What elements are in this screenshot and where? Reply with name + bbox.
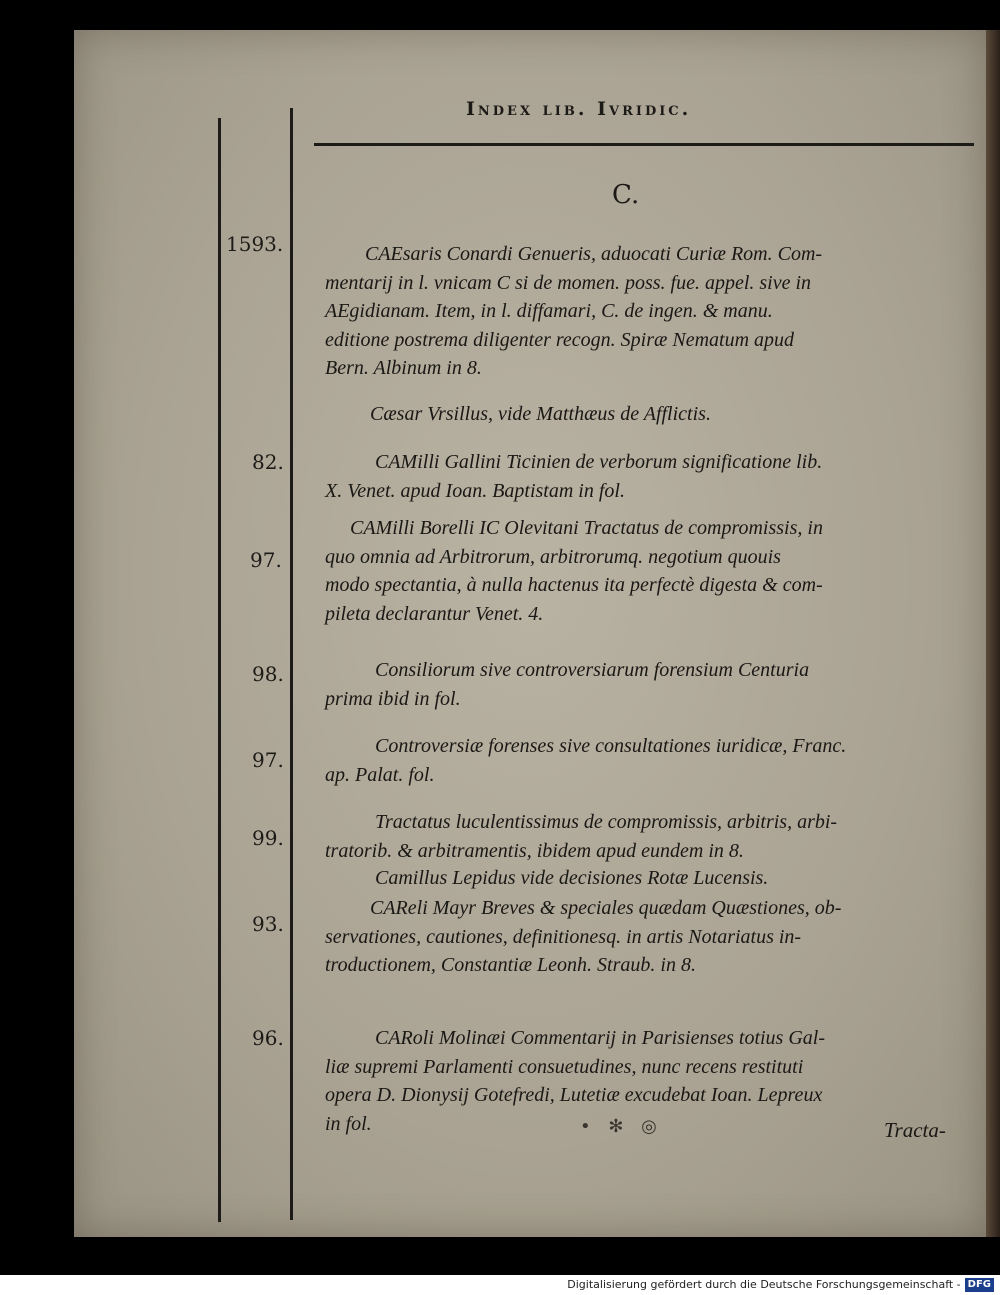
header-rule	[314, 143, 974, 146]
printer-ornament: • ✻ ◎	[580, 1116, 663, 1137]
margin-rule-right	[290, 108, 293, 1220]
catchword: Tracta-	[884, 1118, 946, 1142]
entry-line: Controversiæ forenses sive consultationes iuridicæ, Franc.	[375, 735, 847, 757]
margin-rule-left	[218, 118, 221, 1222]
margin-number: 82.	[252, 450, 284, 474]
entry-line: CAReli Mayr Breves & speciales quædam Quæstiones, ob-	[370, 897, 842, 919]
entry-line: tratorib. & arbitramentis, ibidem apud eundem in 8.	[325, 839, 744, 862]
digitization-footer	[0, 1275, 1000, 1295]
margin-number: 96.	[252, 1026, 284, 1050]
margin-number: 93.	[252, 912, 284, 936]
entry-line: Camillus Lepidus vide decisiones Rotæ Lucensis.	[375, 867, 769, 889]
entry-line: CAMilli Gallini Ticinien de verborum significatione lib.	[375, 451, 823, 473]
entry-line: editione postrema diligenter recogn. Spiræ Nematum apud	[325, 328, 795, 351]
entry-line: Bern. Albinum in 8.	[325, 357, 482, 379]
entry-line: liæ supremi Parlamenti consuetudines, nunc recens restituti	[325, 1055, 804, 1078]
entry-line: opera D. Dionysij Gotefredi, Lutetiæ excudebat Ioan. Lepreux	[325, 1084, 823, 1106]
dfg-logo-icon: DFG	[965, 1278, 994, 1292]
index-entry	[325, 448, 970, 505]
index-entry	[325, 656, 970, 713]
section-letter: C.	[612, 180, 640, 210]
index-entry	[325, 240, 970, 383]
entry-line: mentarij in l. vnicam C si de momen. poss. fue. appel. sive in	[325, 271, 812, 294]
margin-number: 98.	[252, 662, 284, 686]
page-edge	[986, 30, 1000, 1237]
entry-line: Consiliorum sive controversiarum forensium Centuria	[375, 659, 810, 681]
entry-line: prima ibid in fol.	[325, 687, 461, 710]
entry-line: CAEsaris Conardi Genueris, aduocati Curiæ Rom. Com-	[365, 243, 823, 265]
entry-line: CAMilli Borelli IC Olevitani Tractatus de compromissis, in	[350, 517, 823, 539]
entry-line: Cæsar Vrsillus, vide Matthæus de Afflictis.	[370, 403, 711, 425]
entry-line: X. Venet. apud Ioan. Baptistam in fol.	[325, 479, 625, 502]
index-entry	[325, 808, 970, 865]
index-entry	[325, 732, 970, 789]
entry-line: troductionem, Constantiæ Leonh. Straub. in 8.	[325, 954, 696, 976]
margin-number: 99.	[252, 826, 284, 850]
entry-line: servationes, cautiones, definitionesq. in artis Notariatus in-	[325, 925, 802, 948]
entry-line: modo spectantia, à nulla hactenus ita perfectè digesta & com-	[325, 574, 823, 596]
margin-number: 97.	[252, 748, 284, 772]
running-title: Index lib. Ivridic.	[466, 98, 692, 120]
margin-number: 97.	[250, 548, 282, 572]
footer-text: Digitalisierung gefördert durch die Deutsche Forschungsgemeinschaft -	[567, 1278, 961, 1291]
index-entry	[325, 894, 970, 980]
entry-line: quo omnia ad Arbitrorum, arbitrorumq. negotium quouis	[325, 545, 781, 568]
entry-line: pileta declarantur Venet. 4.	[325, 602, 544, 625]
entry-line: AEgidianam. Item, in l. diffamari, C. de ingen. & manu.	[325, 300, 773, 322]
index-entry	[325, 864, 970, 893]
index-entry	[325, 514, 970, 628]
entry-line: ap. Palat. fol.	[325, 763, 435, 786]
margin-number: 1593.	[226, 232, 284, 256]
index-entry	[325, 400, 970, 429]
entry-line: in fol.	[325, 1112, 372, 1135]
entry-line: CARoli Molinæi Commentarij in Parisienses totius Gal-	[375, 1027, 825, 1049]
entry-line: Tractatus luculentissimus de compromissis, arbitris, arbi-	[375, 811, 838, 833]
